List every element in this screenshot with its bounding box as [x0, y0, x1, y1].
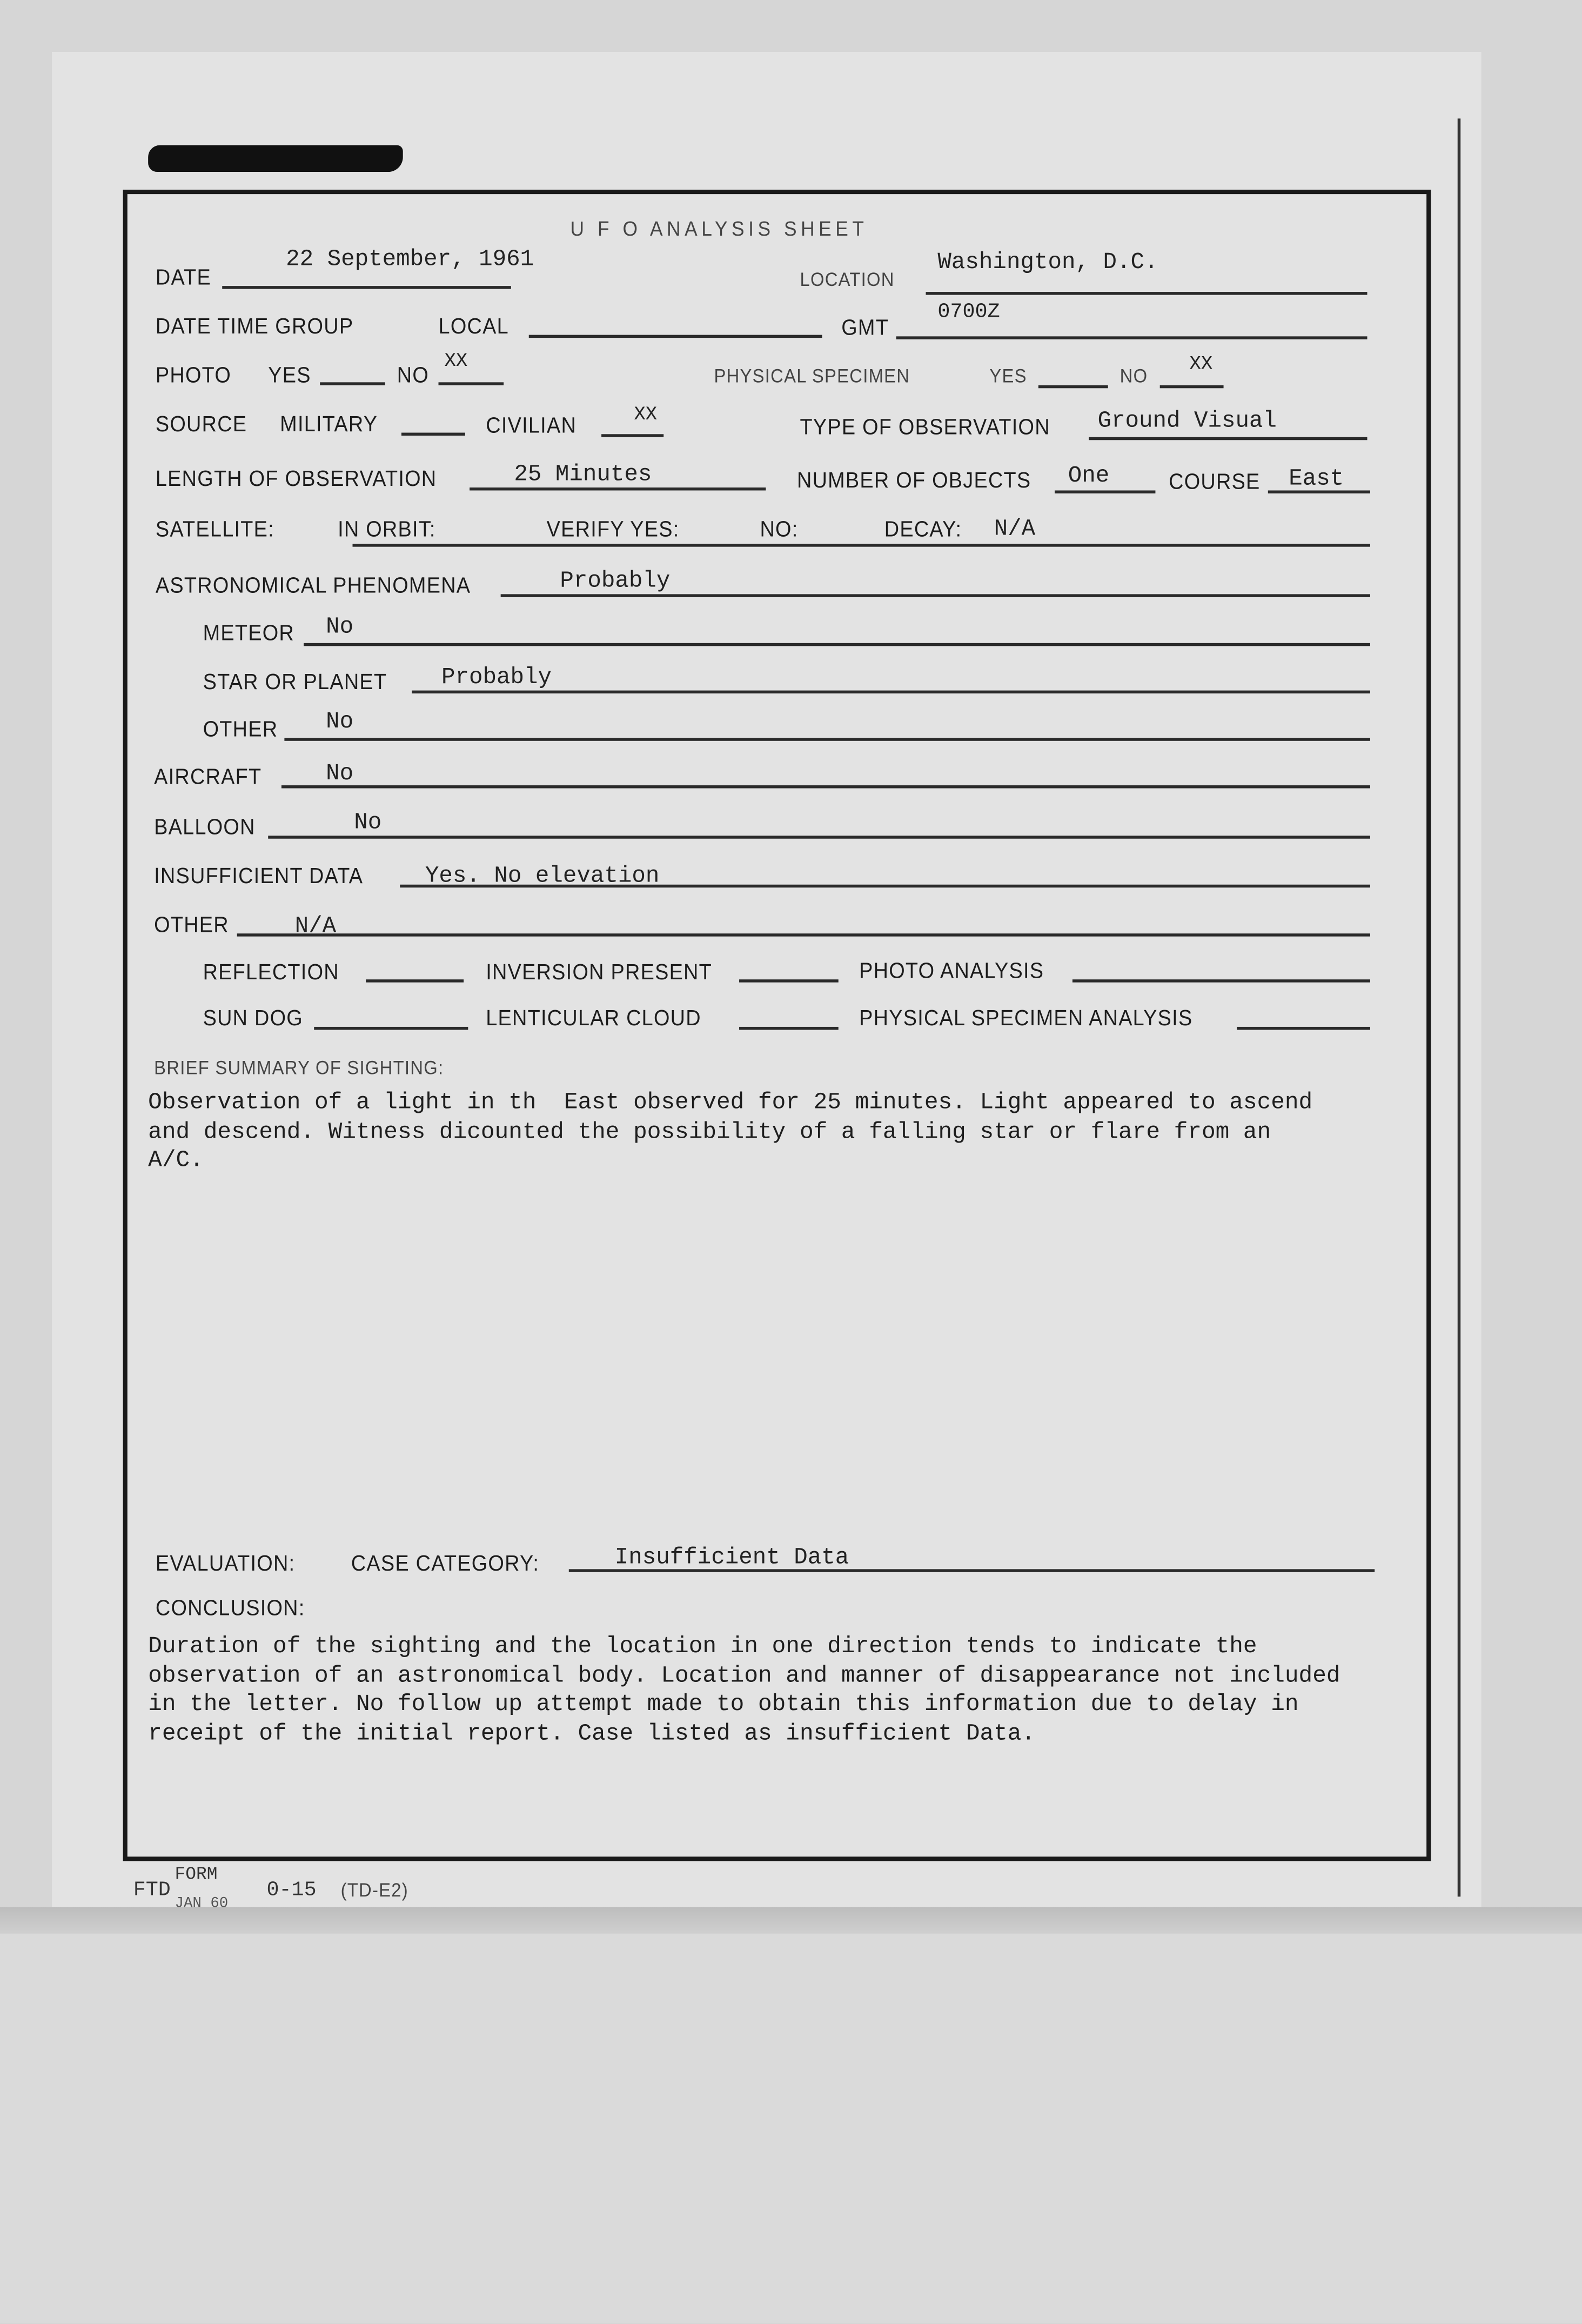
other-label: OTHER	[154, 912, 229, 938]
date-value: 22 September, 1961	[286, 246, 534, 273]
astro-value: Probably	[560, 567, 671, 595]
star-planet-line	[412, 691, 1370, 693]
photo-analysis-line	[1072, 979, 1370, 981]
astro-label: ASTRONOMICAL PHENOMENA	[155, 573, 471, 599]
num-objects-value: One	[1068, 462, 1110, 489]
other-line	[237, 933, 1370, 936]
type-observation-line	[1089, 437, 1367, 439]
evaluation-label: EVALUATION:	[155, 1551, 296, 1577]
in-orbit-label: IN ORBIT:	[338, 517, 436, 543]
aircraft-line	[281, 785, 1370, 787]
gmt-value: 0700Z	[937, 300, 1000, 325]
specimen-yes-line	[1038, 385, 1108, 388]
inversion-label: INVERSION PRESENT	[486, 960, 713, 986]
aircraft-label: AIRCRAFT	[154, 764, 262, 790]
other-astro-line	[284, 738, 1370, 740]
military-line	[401, 433, 465, 435]
redaction-mark	[148, 145, 403, 172]
military-label: MILITARY	[280, 412, 378, 437]
star-planet-label: STAR OR PLANET	[203, 670, 387, 695]
case-category-label: CASE CATEGORY:	[351, 1551, 540, 1577]
page-edge-line	[1458, 118, 1460, 1896]
civilian-label: CIVILIAN	[486, 413, 577, 439]
conclusion-label: CONCLUSION:	[155, 1595, 305, 1621]
astro-line	[501, 594, 1370, 596]
verify-yes-label: VERIFY YES:	[546, 517, 680, 543]
meteor-value: No	[326, 613, 354, 640]
conclusion-line: Duration of the sighting and the location in one direction tends to indicate the	[148, 1633, 1257, 1660]
location-line	[926, 292, 1368, 294]
gmt-label: GMT	[841, 315, 889, 341]
photo-yes-label: YES	[268, 363, 311, 389]
decay-label: DECAY:	[884, 517, 962, 543]
num-objects-line	[1055, 490, 1155, 492]
length-label: LENGTH OF OBSERVATION	[155, 466, 437, 492]
case-category-value: Insufficient Data	[614, 1544, 849, 1571]
course-label: COURSE	[1169, 470, 1261, 495]
local-line	[529, 335, 822, 337]
sun-dog-label: SUN DOG	[203, 1006, 304, 1032]
reflection-line	[366, 979, 464, 981]
other-astro-value: No	[326, 708, 354, 735]
source-label: SOURCE	[155, 412, 247, 437]
balloon-line	[268, 836, 1370, 838]
lenticular-label: LENTICULAR CLOUD	[486, 1006, 701, 1032]
verify-no-label: NO:	[760, 517, 799, 543]
specimen-yes-label: YES	[989, 364, 1027, 387]
type-observation-value: Ground Visual	[1097, 407, 1277, 435]
photo-analysis-label: PHOTO ANALYSIS	[859, 958, 1044, 984]
meteor-line	[304, 643, 1370, 645]
other-value: N/A	[294, 912, 337, 940]
location-value: Washington, D.C.	[937, 249, 1158, 276]
physical-specimen-label: PHYSICAL SPECIMEN	[714, 364, 910, 387]
balloon-value: No	[354, 809, 382, 836]
specimen-no-line	[1160, 385, 1224, 388]
summary-line: A/C.	[148, 1146, 204, 1174]
conclusion-line: in the letter. No follow up attempt made to obtain this information due to delay in	[148, 1691, 1299, 1718]
conclusion-text	[148, 1633, 1340, 1748]
conclusion-line: observation of an astronomical body. Location and manner of disappearance not included	[148, 1661, 1340, 1689]
satellite-label: SATELLITE:	[155, 517, 274, 543]
specimen-no-label: NO	[1120, 364, 1148, 387]
dtg-label: DATE TIME GROUP	[155, 314, 354, 339]
summary-line: and descend. Witness dicounted the possibility of a falling star or flare from an	[148, 1118, 1271, 1145]
specimen-no-value: XX	[1189, 352, 1213, 375]
photo-no-label: NO	[397, 363, 430, 389]
meteor-label: METEOR	[203, 620, 295, 646]
location-label: LOCATION	[800, 268, 895, 291]
footer-date: JAN 60	[175, 1896, 229, 1907]
footer-code: (TD-E2)	[340, 1879, 408, 1901]
local-label: LOCAL	[438, 314, 509, 339]
underlying-page	[0, 1934, 1582, 2323]
conclusion-line: receipt of the initial report. Case listed as insufficient Data.	[148, 1719, 1036, 1746]
date-line	[222, 286, 511, 288]
summary-text	[148, 1089, 1312, 1176]
num-objects-label: NUMBER OF OBJECTS	[796, 468, 1031, 493]
insufficient-label: INSUFFICIENT DATA	[154, 864, 364, 889]
physical-analysis-line	[1237, 1027, 1370, 1029]
civilian-line	[601, 434, 663, 436]
photo-no-value: XX	[444, 350, 468, 372]
length-value: 25 Minutes	[514, 460, 652, 487]
form-border	[123, 190, 1431, 1861]
footer-form: FORM	[175, 1864, 218, 1885]
balloon-label: BALLOON	[154, 814, 256, 840]
course-value: East	[1289, 465, 1344, 492]
insufficient-value: Yes. No elevation	[425, 862, 660, 889]
other-astro-label: OTHER	[203, 717, 278, 743]
brief-summary-label: BRIEF SUMMARY OF SIGHTING:	[154, 1056, 444, 1079]
form-title: U F O ANALYSIS SHEET	[570, 216, 868, 241]
page-edge-shadow	[0, 1907, 1582, 1933]
aircraft-value: No	[326, 760, 354, 787]
inversion-line	[739, 979, 839, 981]
satellite-line	[353, 544, 1370, 546]
footer-number: 0-15	[266, 1879, 317, 1903]
summary-line: Observation of a light in th East observed for 25 minutes. Light appeared to ascend	[148, 1089, 1313, 1116]
star-planet-value: Probably	[441, 664, 552, 691]
length-line	[470, 487, 766, 490]
reflection-label: REFLECTION	[203, 960, 339, 986]
type-observation-label: TYPE OF OBSERVATION	[800, 415, 1050, 440]
footer-ftd: FTD	[133, 1879, 171, 1903]
photo-no-line	[439, 382, 504, 384]
physical-analysis-label: PHYSICAL SPECIMEN ANALYSIS	[859, 1006, 1193, 1032]
photo-label: PHOTO	[155, 363, 232, 389]
sun-dog-line	[314, 1027, 468, 1029]
lenticular-line	[739, 1027, 839, 1029]
photo-yes-line	[320, 382, 385, 384]
gmt-line	[896, 336, 1368, 338]
date-label: DATE	[155, 265, 212, 291]
civilian-value: XX	[634, 403, 658, 425]
decay-value: N/A	[994, 516, 1036, 543]
